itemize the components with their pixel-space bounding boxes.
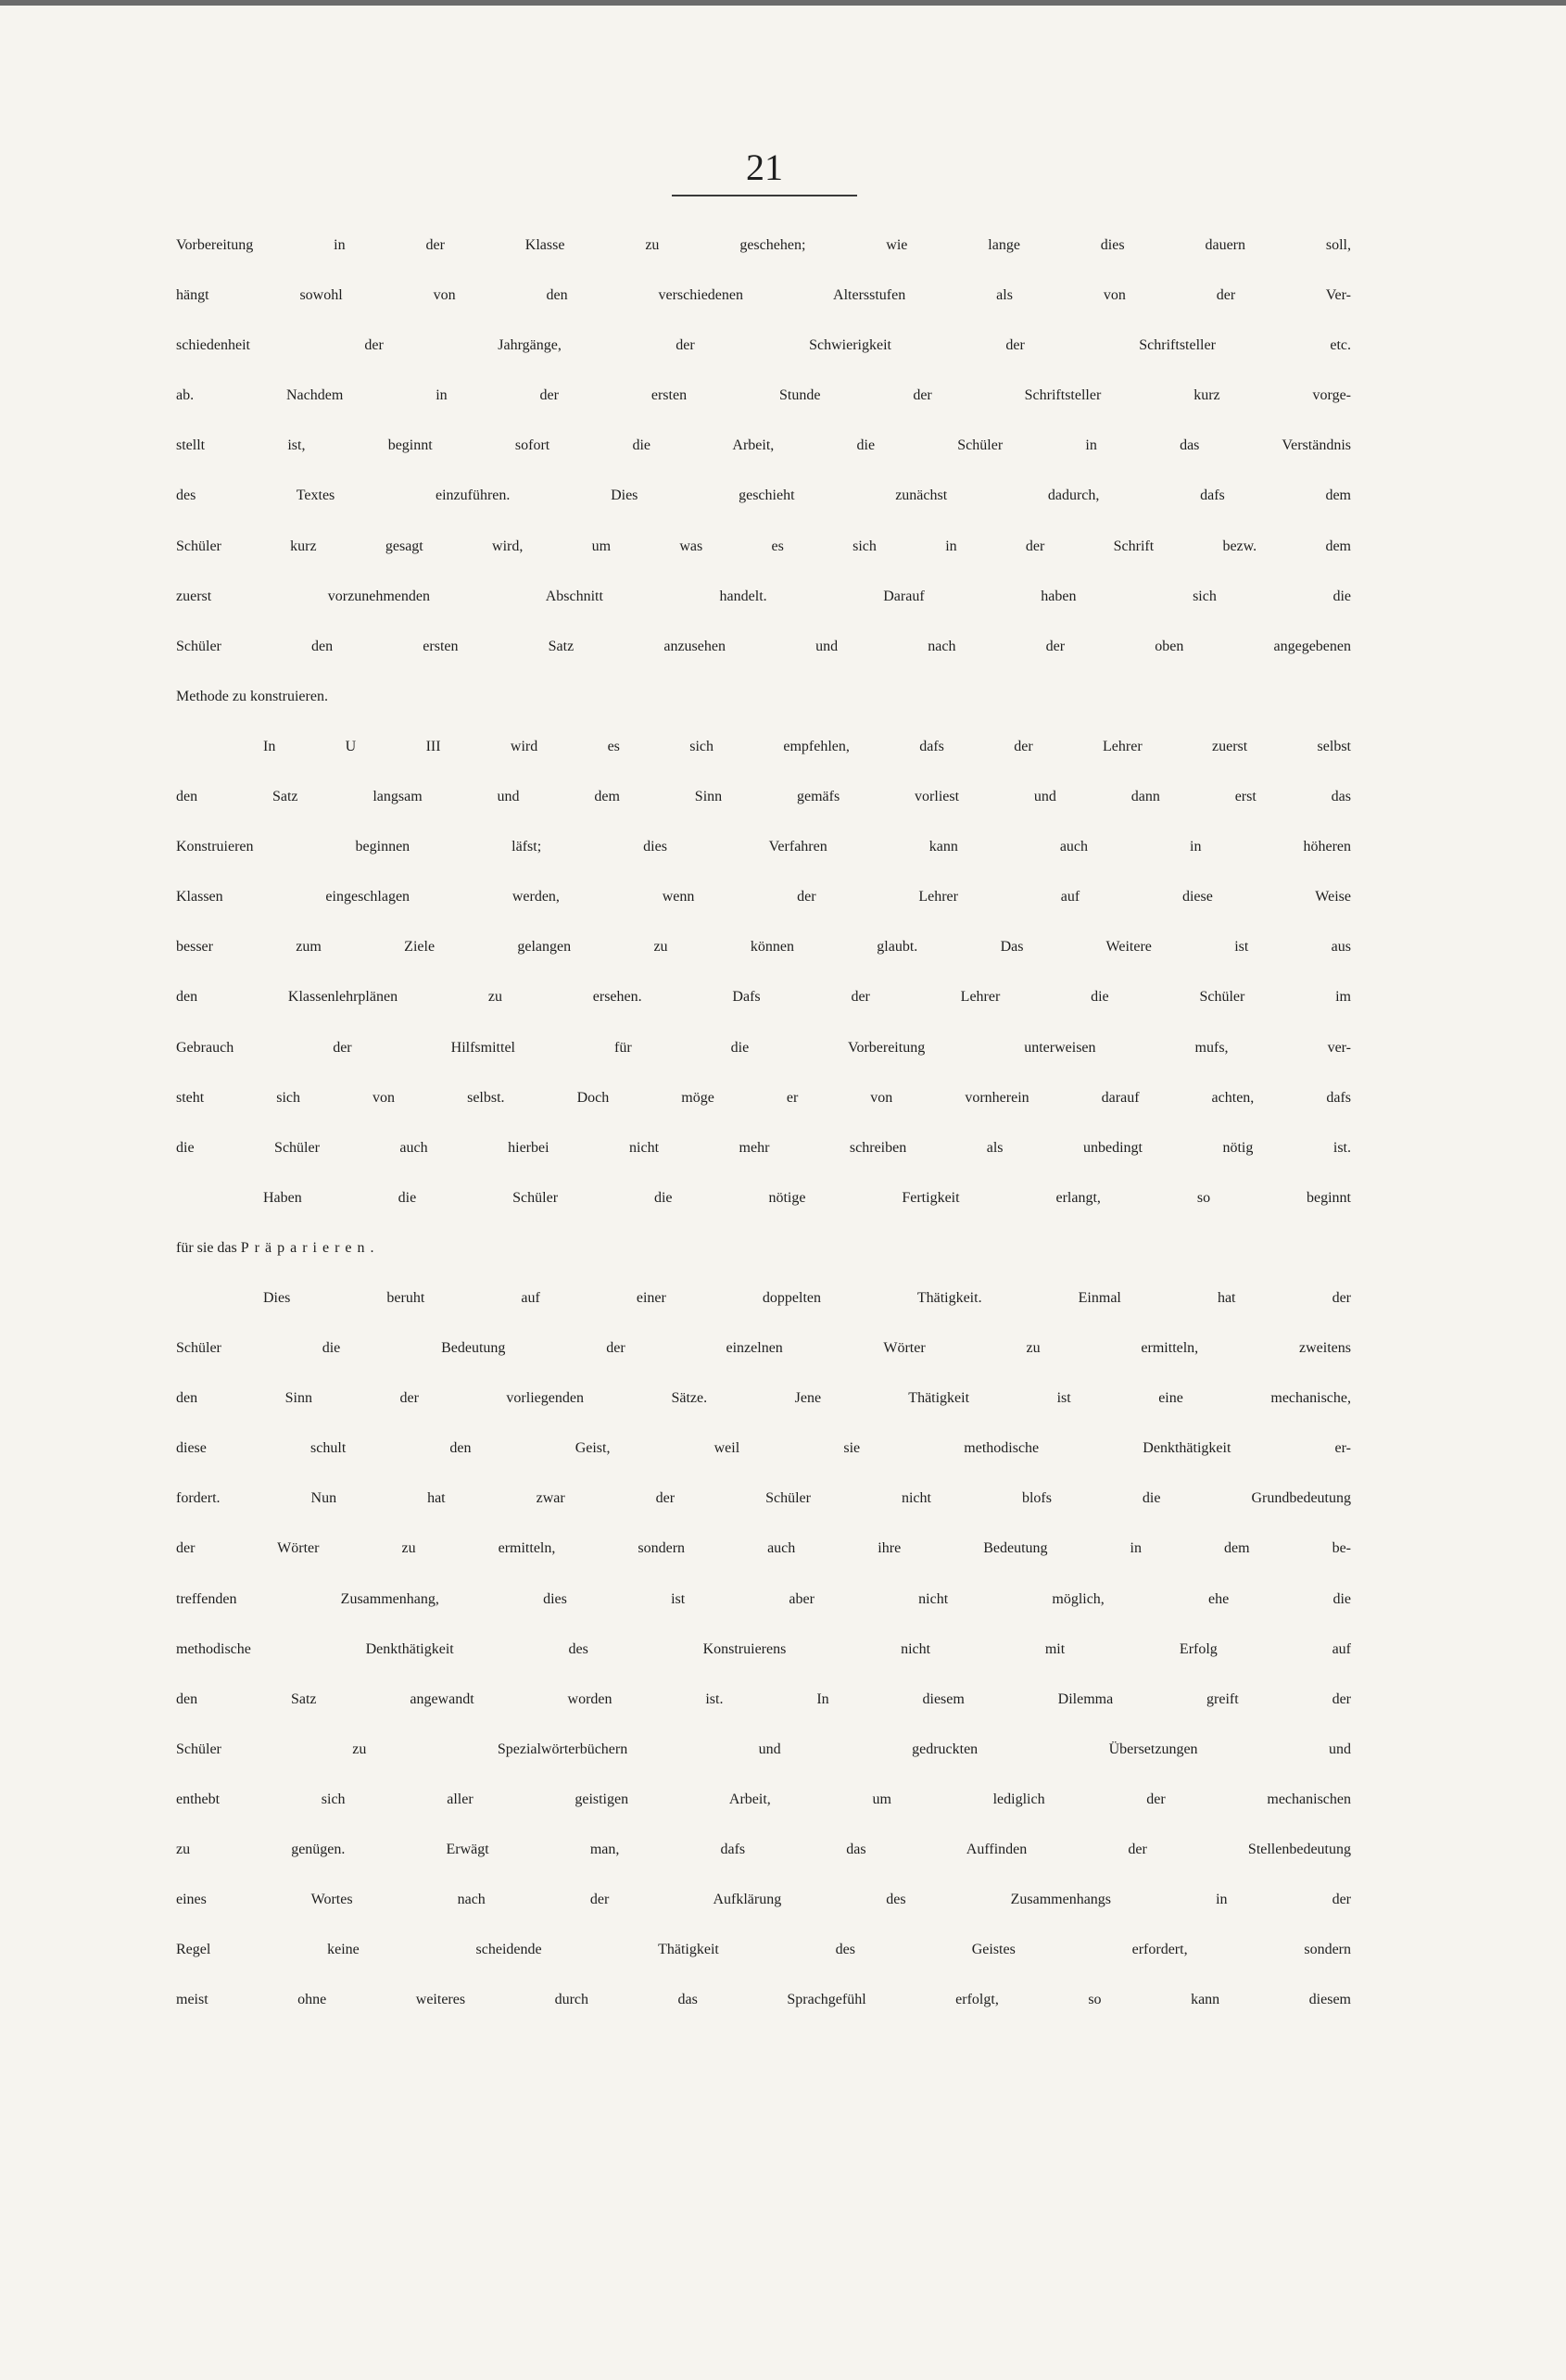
text-line: schiedenheit der Jahrgänge, der Schwierigkeit der Schriftsteller etc. xyxy=(176,337,1351,354)
text-line: Schüler den ersten Satz anzusehen und nach der oben angegebenen xyxy=(176,638,1351,654)
text-line: meist ohne weiteres durch das Sprachgefühl erfolgt, so kann diesem xyxy=(176,1992,1351,2008)
text-line: der Wörter zu ermitteln, sondern auch ihre Bedeutung in dem be- xyxy=(176,1540,1351,1557)
text-line: treffenden Zusammenhang, dies ist aber nicht möglich, ehe die xyxy=(176,1590,1351,1607)
text-line: den Klassenlehrplänen zu ersehen. Dafs der Lehrer die Schüler im xyxy=(176,989,1351,1006)
text-line: eines Wortes nach der Aufklärung des Zusammenhangs in der xyxy=(176,1892,1351,1908)
text-line-spaced xyxy=(176,1240,1351,1290)
header-rule xyxy=(672,195,857,196)
text-line: Regel keine scheidende Thätigkeit des Geistes erfordert, sondern xyxy=(176,1942,1351,1958)
text-line: steht sich von selbst. Doch möge er von vornherein darauf achten, dafs xyxy=(176,1089,1351,1106)
text-line: Klassen eingeschlagen werden, wenn der Lehrer auf diese Weise xyxy=(176,889,1351,905)
text-line: methodische Denkthätigkeit des Konstruierens nicht mit Erfolg auf xyxy=(176,1640,1351,1657)
text-line: Vorbereitung in der Klasse zu geschehen; wie lange dies dauern soll, xyxy=(176,237,1351,253)
page-header xyxy=(667,145,862,196)
text-line: besser zum Ziele gelangen zu können glaubt. Das Weitere ist aus xyxy=(176,939,1351,956)
text-line: hängt sowohl von den verschiedenen Altersstufen als von der Ver- xyxy=(176,287,1351,304)
text-line: Schüler zu Spezialwörterbüchern und gedruckten Übersetzungen und xyxy=(176,1741,1351,1757)
text-line: zu genügen. Erwägt man, dafs das Auffinden der Stellenbedeutung xyxy=(176,1842,1351,1857)
text-line: Haben die Schüler die nötige Fertigkeit erlangt, so beginnt xyxy=(263,1189,1351,1206)
text-line: Dies beruht auf einer doppelten Thätigkeit. Einmal hat der xyxy=(263,1289,1351,1306)
text-line: den Sinn der vorliegenden Sätze. Jene Thätigkeit ist eine mechanische, xyxy=(176,1390,1351,1407)
text-line: Konstruieren beginnen läfst; dies Verfahren kann auch in höheren xyxy=(176,839,1351,855)
text-line: Gebrauch der Hilfsmittel für die Vorbereitung unterweisen mufs, ver- xyxy=(176,1039,1351,1056)
text-line: des Textes einzuführen. Dies geschieht zunächst dadurch, dafs dem xyxy=(176,487,1351,504)
text-line: enthebt sich aller geistigen Arbeit, um lediglich der mechanischen xyxy=(176,1791,1351,1807)
text-line: In U III wird es sich empfehlen, dafs der Lehrer zuerst selbst xyxy=(263,738,1351,754)
text-line: stellt ist, beginnt sofort die Arbeit, die Schüler in das Verständnis xyxy=(176,437,1351,454)
text-line: die Schüler auch hierbei nicht mehr schreiben als unbedingt nötig ist. xyxy=(176,1139,1351,1156)
text-run: für sie das xyxy=(176,1239,237,1256)
body-text xyxy=(176,237,1351,2042)
text-line: fordert. Nun hat zwar der Schüler nicht blofs die Grundbedeutung xyxy=(176,1490,1351,1507)
text-line: den Satz angewandt worden ist. In diesem Dilemma greift der xyxy=(176,1690,1351,1707)
text-line: Schüler die Bedeutung der einzelnen Wörter zu ermitteln, zweitens xyxy=(176,1340,1351,1357)
book-page xyxy=(0,6,1566,2380)
text-line: diese schult den Geist, weil sie methodische Denkthätigkeit er- xyxy=(176,1440,1351,1457)
text-line: ab. Nachdem in der ersten Stunde der Schriftsteller kurz vorge- xyxy=(176,387,1351,404)
spaced-term: Präparieren. xyxy=(240,1239,380,1256)
page-number: 21 xyxy=(746,146,783,188)
text-line: Methode zu konstruieren. xyxy=(176,688,328,704)
text-line: zuerst vorzunehmenden Abschnitt handelt. Darauf haben sich die xyxy=(176,588,1351,604)
text-line: Schüler kurz gesagt wird, um was es sich in der Schrift bezw. dem xyxy=(176,538,1351,554)
text-line: den Satz langsam und dem Sinn gemäfs vorliest und dann erst das xyxy=(176,789,1351,805)
